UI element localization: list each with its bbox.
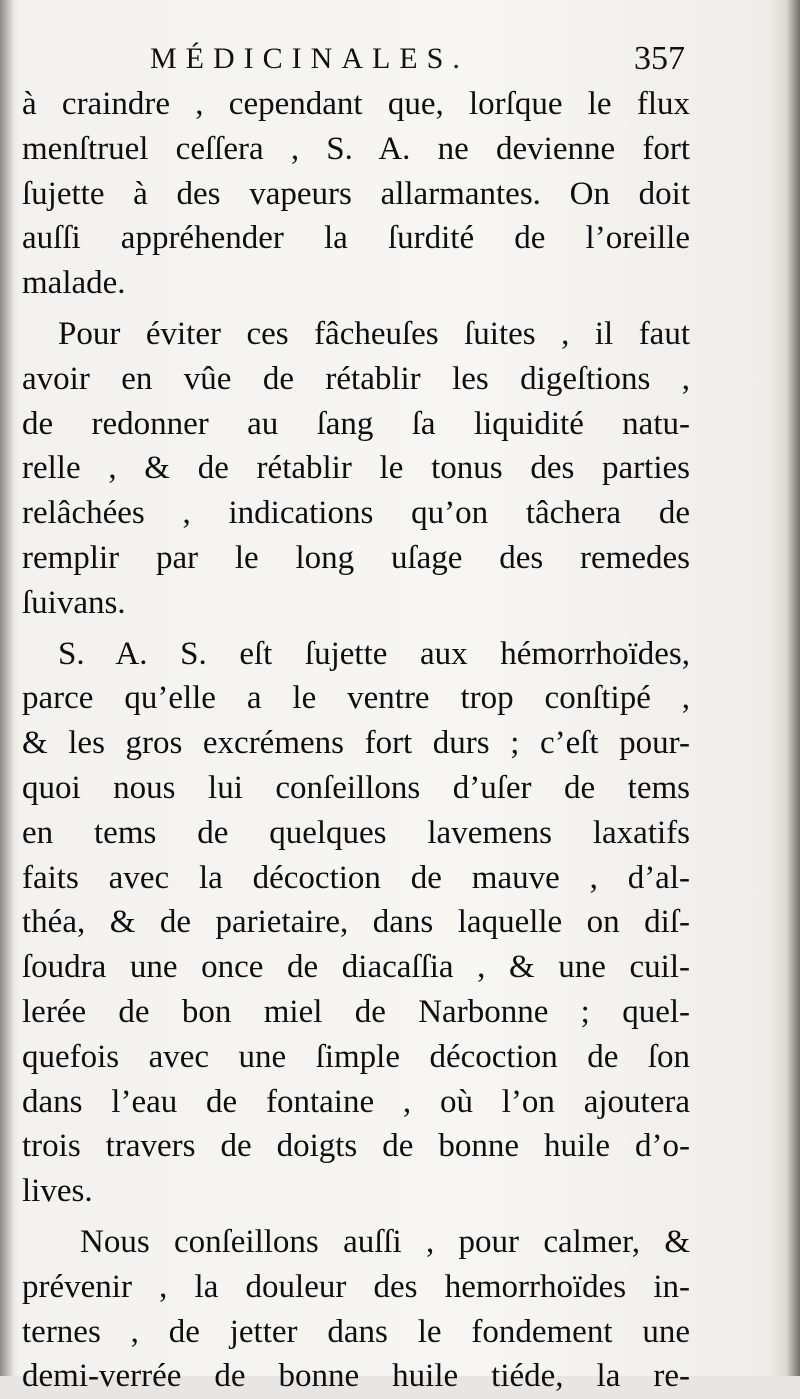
text-line: de redonner au ſang ſa liquidité natu- [22,405,690,442]
gutter-shadow [0,0,14,1376]
text-line: ſujette à des vapeurs allarmantes. On doit [22,175,690,212]
text-line: lives. [22,1173,93,1210]
text-line: avoir en vûe de rétablir les digeſtions , [22,360,690,397]
text-line: relâchées , indications qu’on tâchera de [22,495,690,532]
paragraph [22,312,690,626]
text-line: quefois avec une ſimple décoction de ſon [22,1038,690,1075]
text-line: remplir par le long uſage des remedes [22,539,690,576]
page-header [150,40,685,88]
paragraph [22,632,690,1214]
text-line: Pour éviter ces fâcheuſes ſuites , il faut [58,315,690,352]
text-line: S. A. S. eſt ſujette aux hémorrhoïdes, [58,635,690,672]
body-text [22,82,690,1399]
text-line: ſuivans. [22,584,126,621]
text-line: faits avec la décoction de mauve , d’al- [22,859,690,896]
paragraph [22,82,690,306]
text-line: relle , & de rétablir le tonus des parties [22,450,690,487]
text-line: à craindre , cependant que, lorſque le flux [22,86,690,122]
paragraph [22,1220,690,1399]
text-line: trois travers de doigts de bonne huile d’o- [22,1128,690,1165]
text-line: & les gros excrémens fort durs ; c’eſt pour- [22,725,690,762]
text-line: Nous conſeillons auſſi , pour calmer, & [80,1223,690,1260]
text-line: dans l’eau de fontaine , où l’on ajoutera [22,1083,690,1120]
page-number: 357 [634,40,685,77]
text-line: ſoudra une once de diacaſſia , & une cuil- [22,949,690,986]
text-line: auſſi appréhender la ſurdité de l’oreille [22,220,690,257]
text-line: théa, & de parietaire, dans laquelle on diſ- [22,904,690,941]
text-line: parce qu’elle a le ventre trop conſtipé , [22,680,690,717]
running-head: MÉDICINALES. [150,42,469,75]
text-line: quoi nous lui conſeillons d’uſer de tems [22,769,690,806]
text-line: en tems de quelques lavemens laxatifs [22,814,690,851]
text-line: ternes , de jetter dans le fondement une [22,1313,690,1350]
text-line: lerée de bon miel de Narbonne ; quel- [22,993,690,1030]
page-edge-shadow [786,0,800,1376]
text-line: malade. [22,265,126,302]
text-line: prévenir , la douleur des hemorrhoïdes in- [22,1268,690,1305]
text-line: demi-verrée de bonne huile tiéde, la re- [22,1358,690,1395]
text-line: menſtruel ceſſera , S. A. ne devienne fort [22,130,690,167]
